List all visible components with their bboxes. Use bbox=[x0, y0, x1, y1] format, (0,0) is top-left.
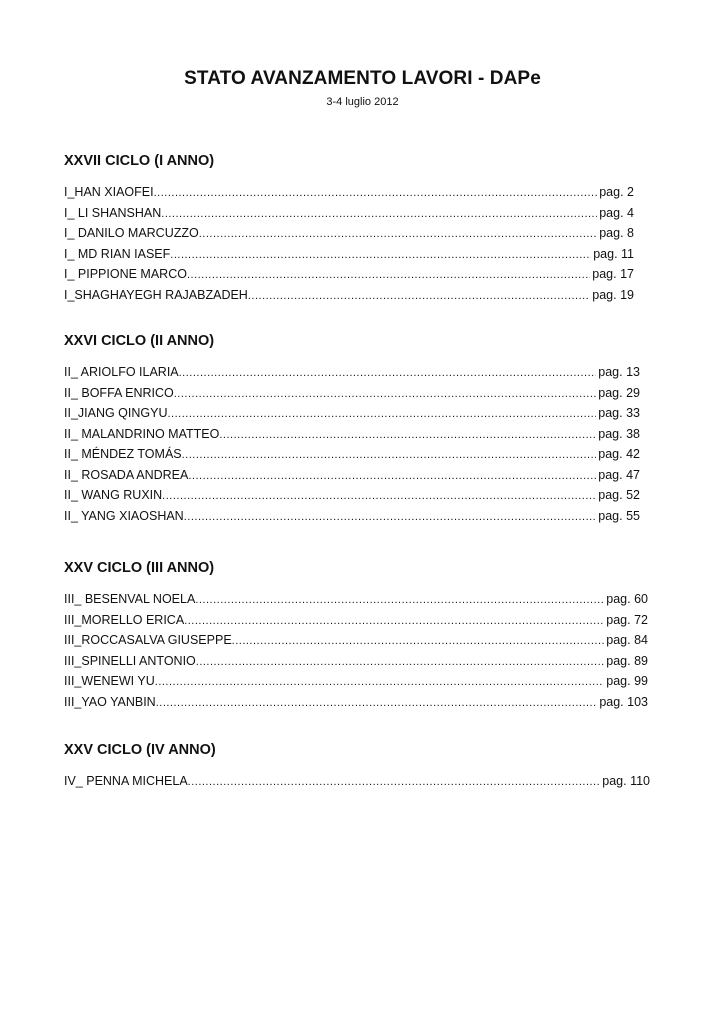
section-xxv-ciclo-iv bbox=[64, 742, 650, 795]
entry-page: pag. 89 bbox=[606, 653, 648, 668]
entry-name: III_SPINELLI ANTONIO bbox=[64, 653, 196, 668]
dot-leader bbox=[174, 388, 597, 400]
dot-leader bbox=[168, 408, 597, 420]
section-heading: XXV CICLO (IV ANNO) bbox=[64, 742, 216, 758]
entry-name: IV_ PENNA MICHELA bbox=[64, 774, 188, 788]
dot-leader bbox=[170, 249, 591, 261]
dot-leader bbox=[179, 367, 597, 379]
toc-entry[interactable] bbox=[64, 633, 648, 654]
dot-leader bbox=[182, 449, 597, 461]
entry-name: II_ MÉNDEZ TOMÁS bbox=[64, 447, 182, 461]
dot-leader bbox=[188, 470, 596, 482]
entry-name: II_ ROSADA ANDREA bbox=[64, 467, 189, 482]
entry-name: I_HAN XIAOFEI bbox=[64, 185, 154, 199]
dot-leader bbox=[161, 208, 597, 220]
entry-name: II_ ARIOLFO ILARIA bbox=[64, 365, 179, 379]
entry-name: II_ MALANDRINO MATTEO bbox=[64, 426, 220, 441]
entry-page: pag. 8 bbox=[599, 226, 634, 240]
toc-entry[interactable] bbox=[64, 695, 648, 716]
dot-leader bbox=[188, 776, 601, 788]
entry-name: I_ MD RIAN IASEF bbox=[64, 246, 171, 261]
entry-page: pag. 33 bbox=[598, 406, 640, 420]
entry-page: pag. 13 bbox=[598, 365, 640, 379]
toc-entry[interactable] bbox=[64, 654, 648, 675]
entry-name: I_SHAGHAYEGH RAJABZADEH bbox=[64, 287, 248, 302]
entry-name: I_ DANILO MARCUZZO bbox=[64, 226, 199, 240]
entry-name: I_ LI SHANSHAN bbox=[64, 205, 162, 220]
entry-page: pag. 38 bbox=[598, 426, 640, 441]
entry-page: pag. 42 bbox=[598, 447, 640, 461]
entry-page: pag. 2 bbox=[599, 185, 634, 199]
toc-entry[interactable] bbox=[64, 386, 640, 407]
entry-page: pag. 11 bbox=[593, 246, 634, 261]
section-heading: XXVI CICLO (II ANNO) bbox=[64, 333, 215, 349]
section-xxv-ciclo-iii bbox=[64, 560, 648, 715]
toc-entry[interactable] bbox=[64, 447, 640, 468]
entry-page: pag. 4 bbox=[599, 205, 634, 220]
entry-name: III_ BESENVAL NOELA bbox=[64, 592, 196, 606]
toc-entry[interactable] bbox=[64, 488, 640, 509]
dot-leader bbox=[184, 511, 597, 523]
entry-page: pag. 72 bbox=[606, 612, 648, 627]
toc-entry[interactable] bbox=[64, 206, 634, 227]
toc-entry[interactable] bbox=[64, 267, 634, 288]
toc-entry[interactable] bbox=[64, 406, 640, 427]
dot-leader bbox=[187, 269, 590, 281]
toc-entry[interactable] bbox=[64, 226, 634, 247]
entry-name: III_WENEWI YU bbox=[64, 674, 155, 688]
entry-page: pag. 103 bbox=[599, 694, 648, 709]
entry-page: pag. 19 bbox=[592, 287, 634, 302]
entry-name: I_ PIPPIONE MARCO bbox=[64, 267, 187, 281]
section-xxvi-ciclo bbox=[64, 333, 640, 529]
entry-name: III_ROCCASALVA GIUSEPPE bbox=[64, 633, 232, 647]
entry-page: pag. 99 bbox=[606, 674, 648, 688]
toc-entry[interactable] bbox=[64, 674, 648, 695]
entry-name: III_MORELLO ERICA bbox=[64, 612, 185, 627]
entry-page: pag. 110 bbox=[602, 774, 650, 788]
toc-entry[interactable] bbox=[64, 427, 640, 448]
dot-leader bbox=[232, 635, 605, 647]
toc-entry[interactable] bbox=[64, 288, 634, 309]
page-title: STATO AVANZAMENTO LAVORI - DAPe bbox=[184, 68, 541, 89]
document-date: 3-4 luglio 2012 bbox=[326, 96, 399, 108]
dot-leader bbox=[156, 697, 598, 709]
entry-name: II_ WANG RUXIN bbox=[64, 488, 163, 502]
entry-page: pag. 52 bbox=[598, 488, 640, 502]
dot-leader bbox=[195, 594, 604, 606]
entry-page: pag. 55 bbox=[598, 508, 640, 523]
entry-page: pag. 47 bbox=[598, 467, 640, 482]
entry-name: II_ BOFFA ENRICO bbox=[64, 385, 174, 400]
toc-entry[interactable] bbox=[64, 774, 650, 795]
dot-leader bbox=[248, 290, 590, 302]
entry-page: pag. 29 bbox=[598, 385, 640, 400]
dot-leader bbox=[219, 429, 596, 441]
toc-entry[interactable] bbox=[64, 365, 640, 386]
toc-entry[interactable] bbox=[64, 468, 640, 489]
dot-leader bbox=[154, 187, 598, 199]
section-heading: XXV CICLO (III ANNO) bbox=[64, 560, 215, 576]
entry-page: pag. 17 bbox=[592, 267, 634, 281]
entry-page: pag. 84 bbox=[606, 633, 648, 647]
toc-entry[interactable] bbox=[64, 247, 634, 268]
dot-leader bbox=[155, 676, 605, 688]
section-xxvii-ciclo bbox=[64, 153, 634, 308]
toc-entry[interactable] bbox=[64, 185, 634, 206]
entry-name: III_YAO YANBIN bbox=[64, 694, 156, 709]
dot-leader bbox=[162, 490, 596, 502]
dot-leader bbox=[184, 615, 604, 627]
toc-entry[interactable] bbox=[64, 613, 648, 634]
entry-page: pag. 60 bbox=[606, 592, 648, 606]
dot-leader bbox=[199, 228, 597, 240]
entry-name: II_JIANG QINGYU bbox=[64, 406, 168, 420]
entry-name: II_ YANG XIAOSHAN bbox=[64, 508, 184, 523]
dot-leader bbox=[196, 656, 605, 668]
section-heading: XXVII CICLO (I ANNO) bbox=[64, 153, 215, 169]
toc-entry[interactable] bbox=[64, 509, 640, 530]
toc-entry[interactable] bbox=[64, 592, 648, 613]
